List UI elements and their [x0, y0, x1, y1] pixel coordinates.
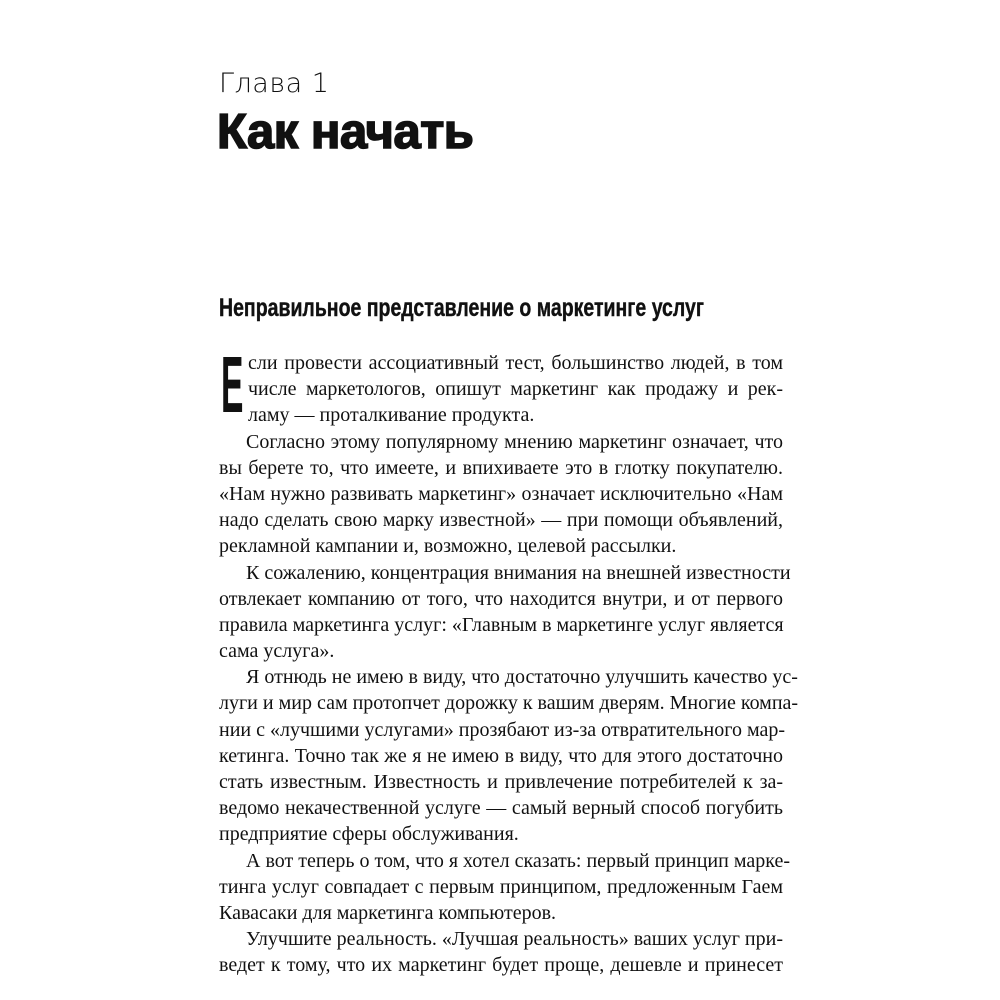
paragraph [219, 848, 790, 927]
text-line: Я отнюдь не имею в виду, что достаточно улучшить качество ус- [246, 666, 798, 689]
text-line: числе маркетологов, опишут маркетинг как продажу и рек- [248, 378, 783, 401]
paragraph [219, 926, 783, 978]
text-line: надо сделать свою марку известной» — при помощи объявлений, [219, 509, 783, 532]
body-text [219, 340, 799, 979]
text-line: тинга услуг совпадает с первым принципом, предложенным Гаем [219, 875, 783, 898]
text-line: предприятие сферы обслуживания. [219, 823, 519, 846]
text-line: К сожалению, концентрация внимания на внешней известности [246, 561, 791, 584]
drop-cap: Е [221, 340, 244, 429]
text-line: ведомо некачественной услуге — самый верный способ погубить [219, 797, 783, 820]
text-line: сли провести ассоциативный тест, большинство людей, в том [248, 352, 783, 374]
paragraph [219, 340, 783, 429]
text-line: сама услуга». [219, 640, 335, 663]
chapter-label: Глава 1 [219, 68, 330, 99]
chapter-title: Как начать [217, 105, 474, 159]
text-line: рекламной кампании и, возможно, целевой рассылки. [219, 535, 677, 558]
paragraph [219, 664, 799, 847]
text-line: Кавасаки для маркетинга компьютеров. [219, 901, 557, 924]
paragraph [219, 429, 783, 560]
text-line: луги и мир сам протопчет дорожку к вашим дверям. Многие компа- [219, 692, 799, 715]
text-line: стать известным. Известность и привлечение потребителей к за- [219, 771, 783, 793]
text-line: Согласно этому популярному мнению маркетинг означает, что [246, 430, 783, 453]
text-line: отвлекает компанию от того, что находится внутри, и от первого [219, 587, 783, 610]
text-line: ведет к тому, что их маркетинг будет проще, дешевле и принесет [219, 954, 783, 977]
text-line: вы берете то, что имеете, и впихиваете это в глотку покупателю. [219, 456, 783, 479]
paragraph [219, 560, 791, 665]
text-line: А вот теперь о том, что я хотел сказать: первый принцип марке- [246, 849, 790, 872]
text-line: Улучшите реальность. «Лучшая реальность» ваших услуг при- [246, 928, 783, 951]
section-title: Неправильное представление о маркетинге услуг [219, 294, 705, 322]
text-line: ламу — проталкивание продукта. [248, 404, 535, 427]
text-line: «Нам нужно развивать маркетинг» означает исключительно «Нам [219, 482, 783, 505]
text-line: нии с «лучшими услугами» прозябают из-за отвратительного мар- [219, 718, 786, 741]
text-line: кетинга. Точно так же я не имею в виду, что для этого достаточно [219, 744, 783, 767]
text-line: правила маркетинга услуг: «Главным в маркетинге услуг является [219, 613, 784, 636]
